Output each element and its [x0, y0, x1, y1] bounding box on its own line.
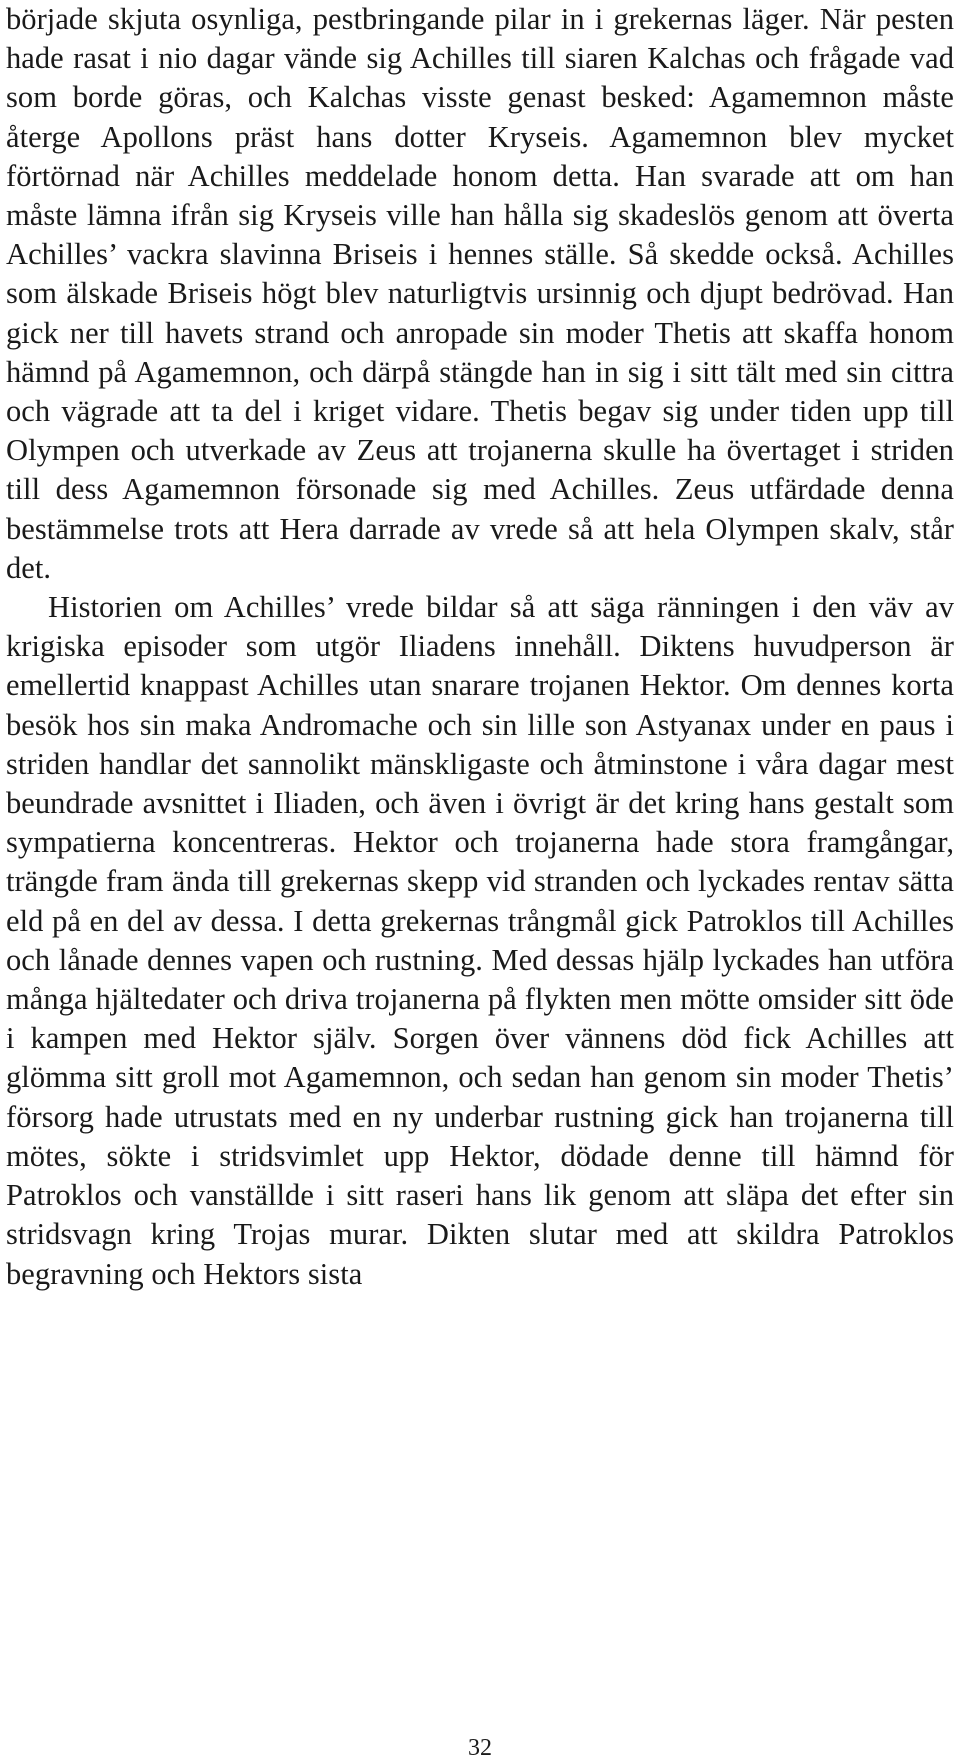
paragraph-1: började skjuta osynliga, pestbringande pilar in i grekernas läger. När pesten hade rasat i nio dagar vände sig Achilles till siaren Kalchas och frågade vad som borde göras, och Kalchas visste genast besked: Agamemnon måste återge Apollons präst hans dotter Kryseis. Agamemnon blev mycket förtörnad när Achilles meddelade honom detta. Han svarade att om han måste lämna ifrån sig Kryseis ville han hålla sig skadeslös genom att överta Achilles’ vackra slavinna Briseis i hennes ställe. Så skedde också. Achilles som älskade Briseis högt blev naturligtvis ursinnig och djupt bedrövad. Han gick ner till havets strand och anropade sin moder Thetis att skaffa honom hämnd på Agamemnon, och därpå stängde han in sig i sitt tält med sin cittra och vägrade att ta del i kriget vidare. Thetis begav sig under tiden upp till Olympen och utverkade av Zeus att trojanerna skulle ha övertaget i striden till dess Agamemnon försonade sig med Achilles. Zeus utfärdade denna bestämmelse trots att Hera darrade av vrede så att hela Olympen skalv, står det. — [6, 2, 954, 585]
paragraph-2: Historien om Achilles’ vrede bildar så att säga ränningen i den väv av krigiska episoder som utgör Iliadens innehåll. Diktens huvudperson är emellertid knappast Achilles utan snarare trojanen Hektor. Om dennes korta besök hos sin maka Andromache och sin lille son Astyanax under en paus i striden handlar det sannolikt mänskligaste och åtminstone i våra dagar mest beundrade avsnittet i Iliaden, och även i övrigt är det kring hans gestalt som sympatierna koncentreras. Hektor och trojanerna hade stora framgångar, trängde fram ända till grekernas skepp vid stranden och lyckades rentav sätta eld på en del av dessa. I detta grekernas trångmål gick Patroklos till Achilles och lånade dennes vapen och rustning. Med dessas hjälp lyckades han utföra många hjältedater och driva trojanerna på flykten men mötte omsider sitt öde i kampen med Hektor själv. Sorgen över vännens död fick Achilles att glömma sitt groll mot Agamemnon, och sedan han genom sin moder Thetis’ försorg hade utrustats med en ny underbar rustning gick han trojanerna till mötes, sökte i stridsvimlet upp Hektor, dödade denne till hämnd för Patroklos och vanställde i sitt raseri hans lik genom att släpa det efter sin stridsvagn kring Trojas murar. Dikten slutar med att skildra Patroklos begravning och Hektors sista — [6, 590, 954, 1291]
page-number: 32 — [468, 1735, 492, 1761]
body-text — [6, 0, 954, 1294]
